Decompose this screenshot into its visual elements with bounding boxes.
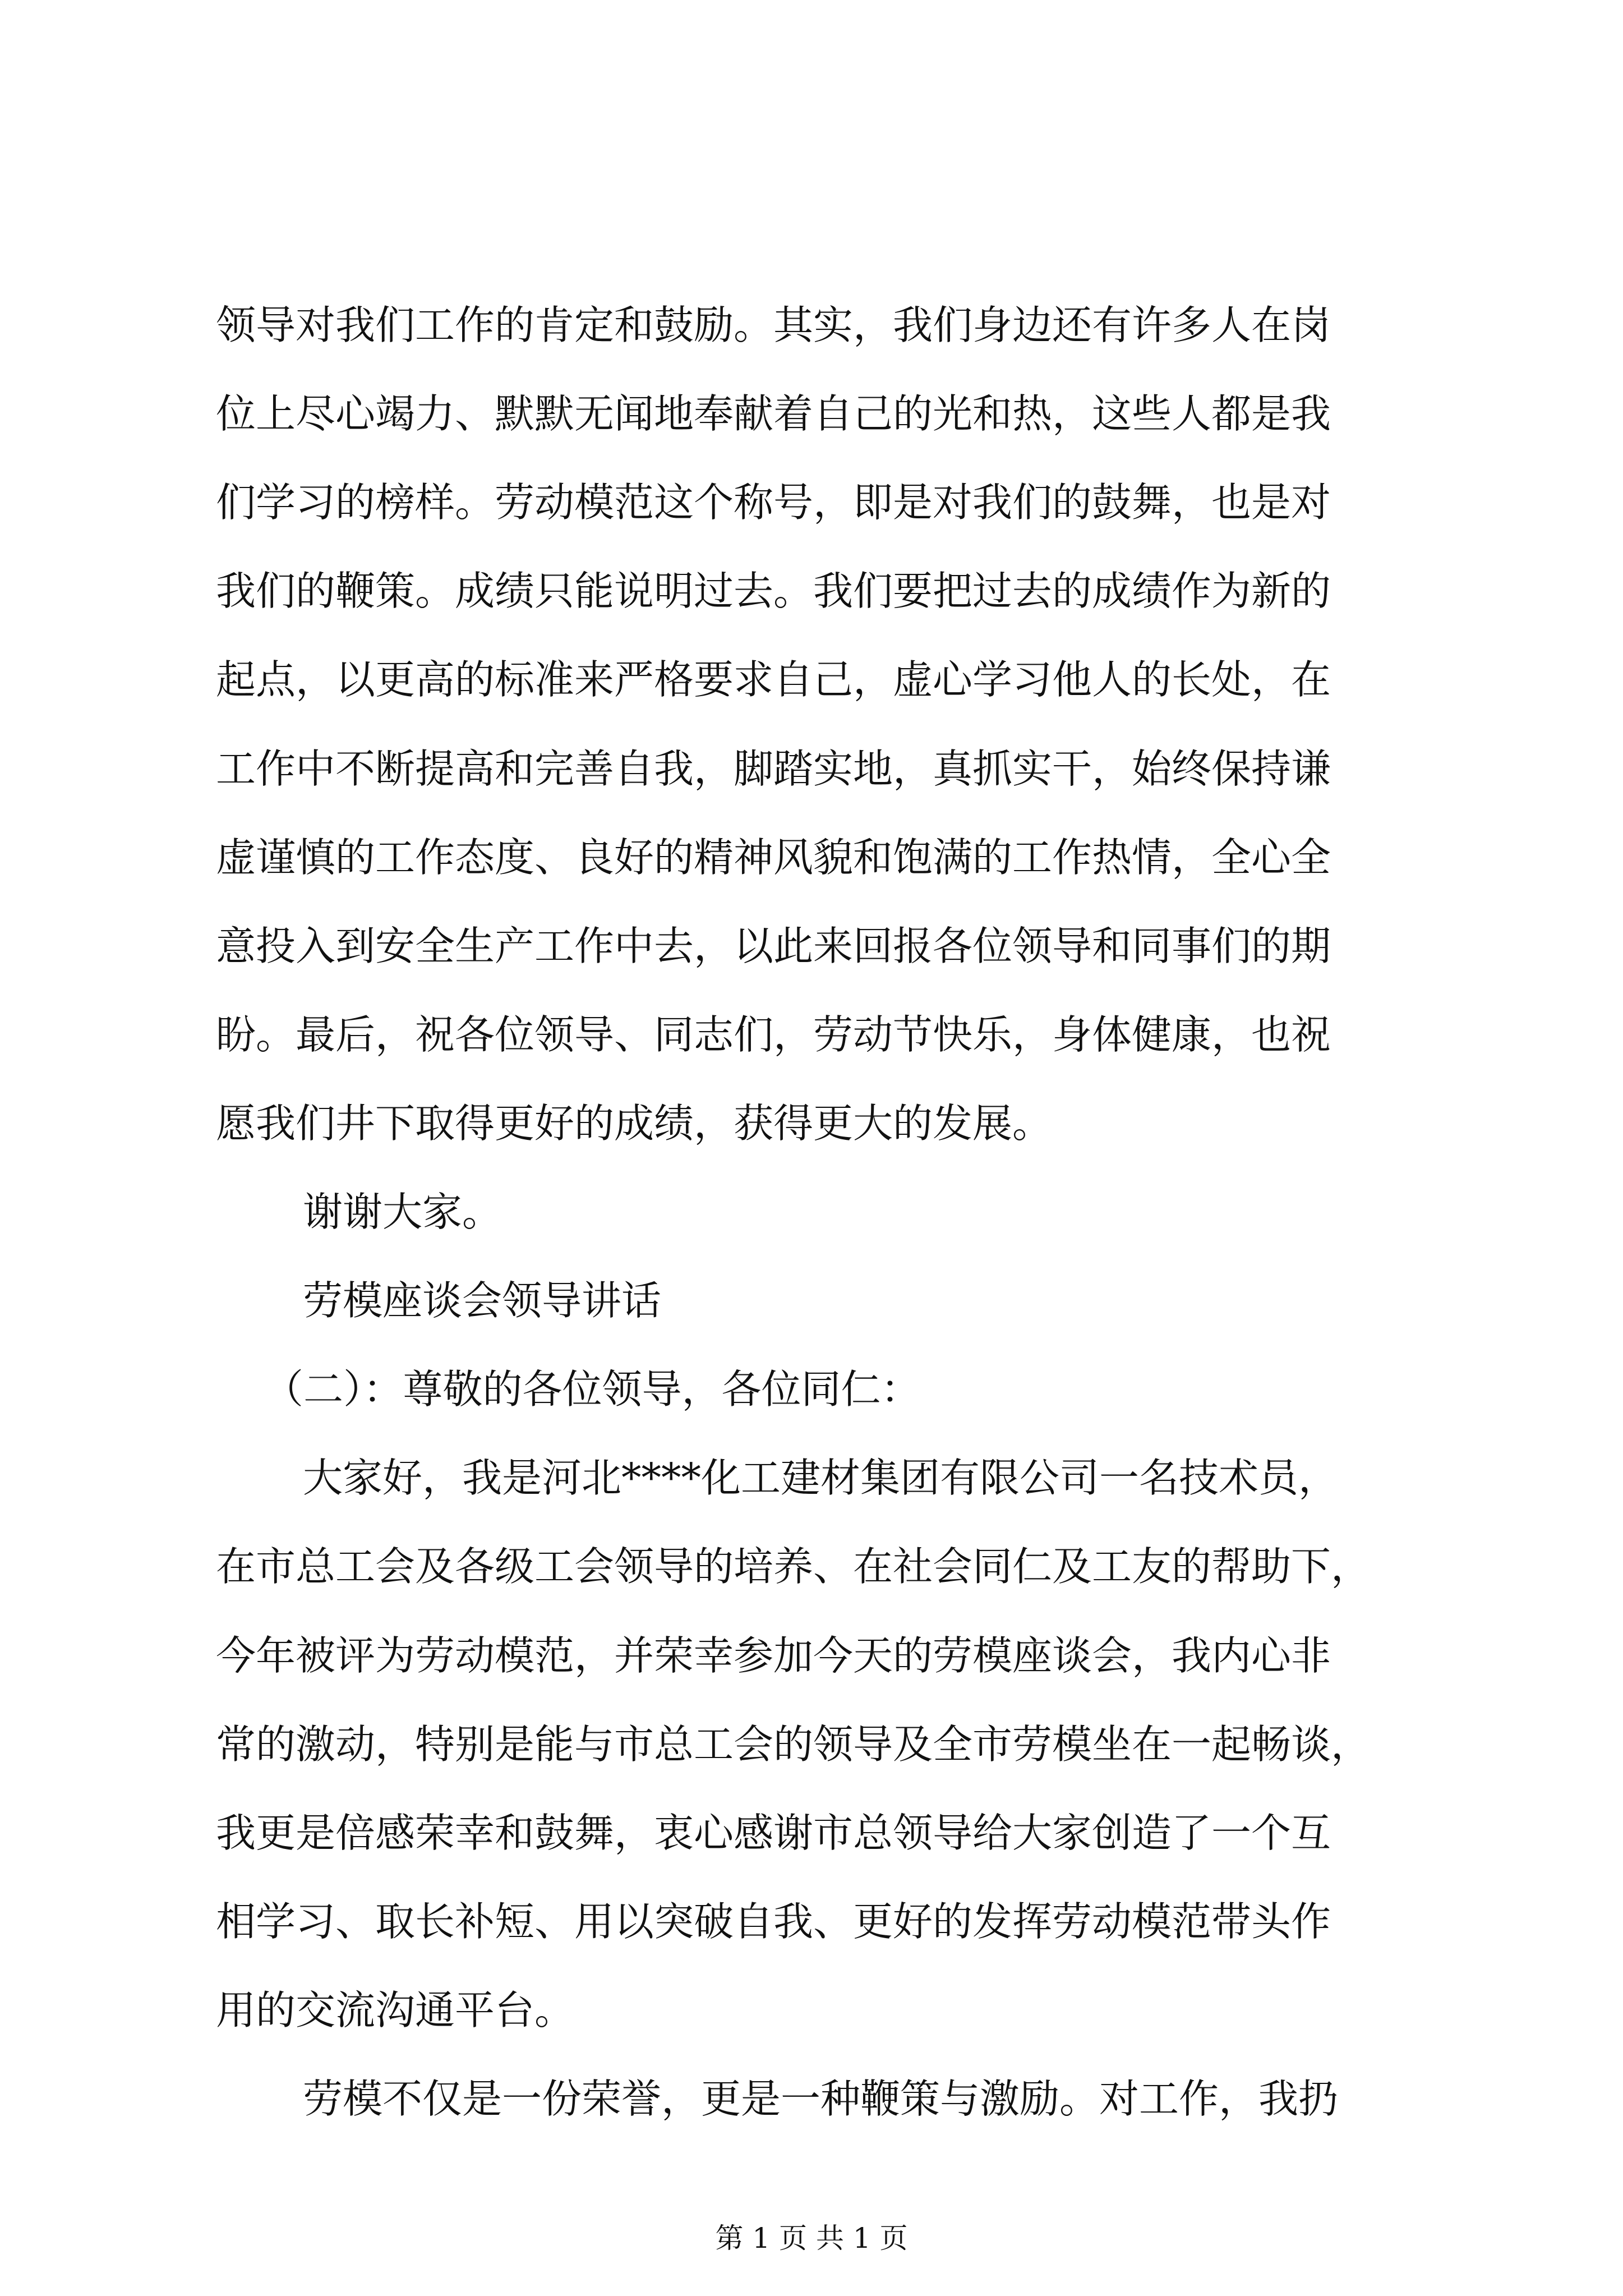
body-text-line: 大家好，我是河北****化工建材集团有限公司一名技术员， [303,1455,1339,1501]
body-text-line: 领导对我们工作的肯定和鼓励。其实，我们身边还有许多人在岗 [216,302,1331,348]
body-text-line: 盼。最后，祝各位领导、同志们，劳动节快乐，身体健康，也祝 [216,1011,1331,1058]
body-text-line: 相学习、取长补短、用以突破自我、更好的发挥劳动模范带头作 [216,1898,1331,1945]
body-text-line: 我更是倍感荣幸和鼓舞，衷心感谢市总领导给大家创造了一个互 [216,1810,1331,1856]
body-text-line: 位上尽心竭力、默默无闻地奉献着自己的光和热，这些人都是我 [216,390,1331,437]
page-footer: 第 1 页 共 1 页 [715,2222,908,2254]
body-text-line: 劳模不仅是一份荣誉，更是一种鞭策与激励。对工作，我扔 [303,2076,1339,2122]
body-text-line: 今年被评为劳动模范，并荣幸参加今天的劳模座谈会，我内心非 [216,1632,1331,1679]
section-title: 劳模座谈会领导讲话 [303,1277,662,1324]
body-text-line: 意投入到安全生产工作中去，以此来回报各位领导和同事们的期 [216,923,1331,969]
salutation: （二）：尊敬的各位领导，各位同仁： [264,1366,921,1412]
body-text-line: 工作中不断提高和完善自我，脚踏实地，真抓实干，始终保持谦 [216,746,1331,792]
closing-thanks: 谢谢大家。 [303,1189,502,1235]
body-text-line: 愿我们井下取得更好的成绩，获得更大的发展。 [216,1100,1053,1147]
body-text-line: 虚谨慎的工作态度、良好的精神风貌和饱满的工作热情，全心全 [216,834,1331,881]
body-text-line: 在市总工会及各级工会领导的培养、在社会同仁及工友的帮助下， [216,1543,1371,1590]
body-text-line: 我们的鞭策。成绩只能说明过去。我们要把过去的成绩作为新的 [216,568,1331,614]
body-text-line: 常的激动，特别是能与市总工会的领导及全市劳模坐在一起畅谈， [216,1721,1371,1768]
body-text-line: 用的交流沟通平台。 [216,1987,575,2033]
body-text-line: 们学习的榜样。劳动模范这个称号，即是对我们的鼓舞，也是对 [216,479,1331,526]
body-text-line: 起点，以更高的标准来严格要求自己，虚心学习他人的长处，在 [216,656,1331,703]
